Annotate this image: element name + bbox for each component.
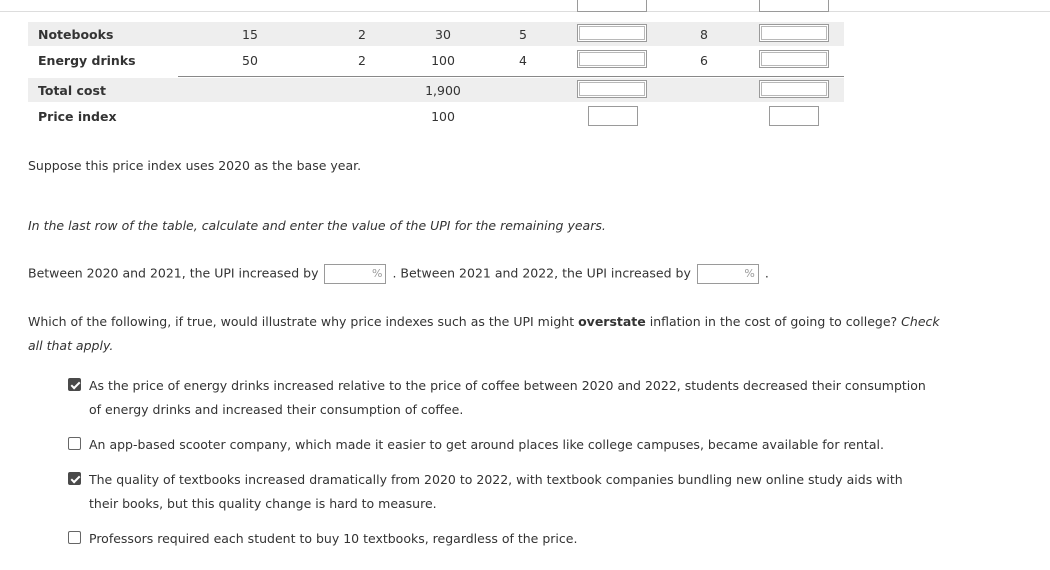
checkbox-checked-icon[interactable]: [68, 378, 81, 391]
option-textbook-quality[interactable]: [68, 468, 928, 516]
checkbox-empty-icon[interactable]: [68, 437, 81, 450]
checkbox-empty-icon[interactable]: [68, 531, 81, 544]
prev-row-cost-2022-input[interactable]: [759, 0, 829, 12]
question-instruction: Check all that apply.: [28, 314, 940, 353]
question-bold: overstate: [578, 314, 646, 329]
energy-drinks-price-2022: 6: [700, 53, 708, 68]
upi-increase-sentence: [28, 264, 769, 284]
total-cost-2021-input[interactable]: [577, 80, 647, 98]
notebooks-cost-2020: 30: [435, 27, 451, 42]
energy-drinks-cost-2021-input[interactable]: [577, 50, 647, 68]
price-index-2022-input[interactable]: [769, 106, 819, 126]
total-cost-2020: 1,900: [425, 83, 461, 98]
increase-text-1: Between 2020 and 2021, the UPI increased by: [28, 265, 319, 281]
question-text: Which of the following, if true, would illustrate why price indexes such as the UPI might overstate inflation in the cost of going to college? Check all that apply.: [28, 314, 940, 353]
increase-text-end: .: [764, 265, 769, 281]
increase-text-2: . Between 2021 and 2022, the UPI increased by: [392, 265, 691, 281]
increase-2020-2021-input[interactable]: [324, 264, 386, 284]
total-divider: [178, 76, 844, 77]
checkbox-checked-icon[interactable]: [68, 472, 81, 485]
energy-drinks-cost-2020: 100: [431, 53, 455, 68]
row-label-energy-drinks: Energy drinks: [38, 53, 136, 68]
price-index-2020: 100: [431, 109, 455, 124]
option-label: An app-based scooter company, which made it easier to get around places like college campuses, became available for rental.: [89, 437, 884, 452]
price-index-2021-input[interactable]: [588, 106, 638, 126]
notebooks-cost-2021-input[interactable]: [577, 24, 647, 42]
option-scooter[interactable]: [68, 433, 928, 457]
option-professors[interactable]: [68, 527, 928, 551]
total-cost-2022-input[interactable]: [759, 80, 829, 98]
percent-symbol: %: [372, 267, 383, 280]
row-label-notebooks: Notebooks: [38, 27, 114, 42]
prev-row-cost-2021-input[interactable]: [577, 0, 647, 12]
instruction-text: In the last row of the table, calculate and enter the value of the UPI for the remaining years.: [28, 218, 606, 233]
option-label: As the price of energy drinks increased relative to the price of coffee between 2020 and 2022, students decreased their consumption of energy drinks and increased their consumption of coffee.: [89, 378, 926, 417]
option-label: Professors required each student to buy 10 textbooks, regardless of the price.: [89, 531, 578, 546]
row-label-price-index: Price index: [38, 109, 117, 124]
base-year-text: Suppose this price index uses 2020 as the base year.: [28, 158, 362, 173]
energy-drinks-price-2021: 4: [519, 53, 527, 68]
energy-drinks-quantity: 50: [242, 53, 258, 68]
percent-symbol: %: [744, 267, 755, 280]
notebooks-price-2020: 2: [358, 27, 366, 42]
increase-2021-2022-input[interactable]: [697, 264, 759, 284]
option-energy-drinks[interactable]: [68, 374, 928, 422]
option-label: The quality of textbooks increased dramatically from 2020 to 2022, with textbook companies bundling new online study aids with their books, but this quality change is hard to measure.: [89, 472, 903, 511]
energy-drinks-price-2020: 2: [358, 53, 366, 68]
notebooks-quantity: 15: [242, 27, 258, 42]
notebooks-price-2021: 5: [519, 27, 527, 42]
notebooks-cost-2022-input[interactable]: [759, 24, 829, 42]
table-top-border: [0, 11, 1050, 12]
energy-drinks-cost-2022-input[interactable]: [759, 50, 829, 68]
notebooks-price-2022: 8: [700, 27, 708, 42]
row-label-total-cost: Total cost: [38, 83, 106, 98]
